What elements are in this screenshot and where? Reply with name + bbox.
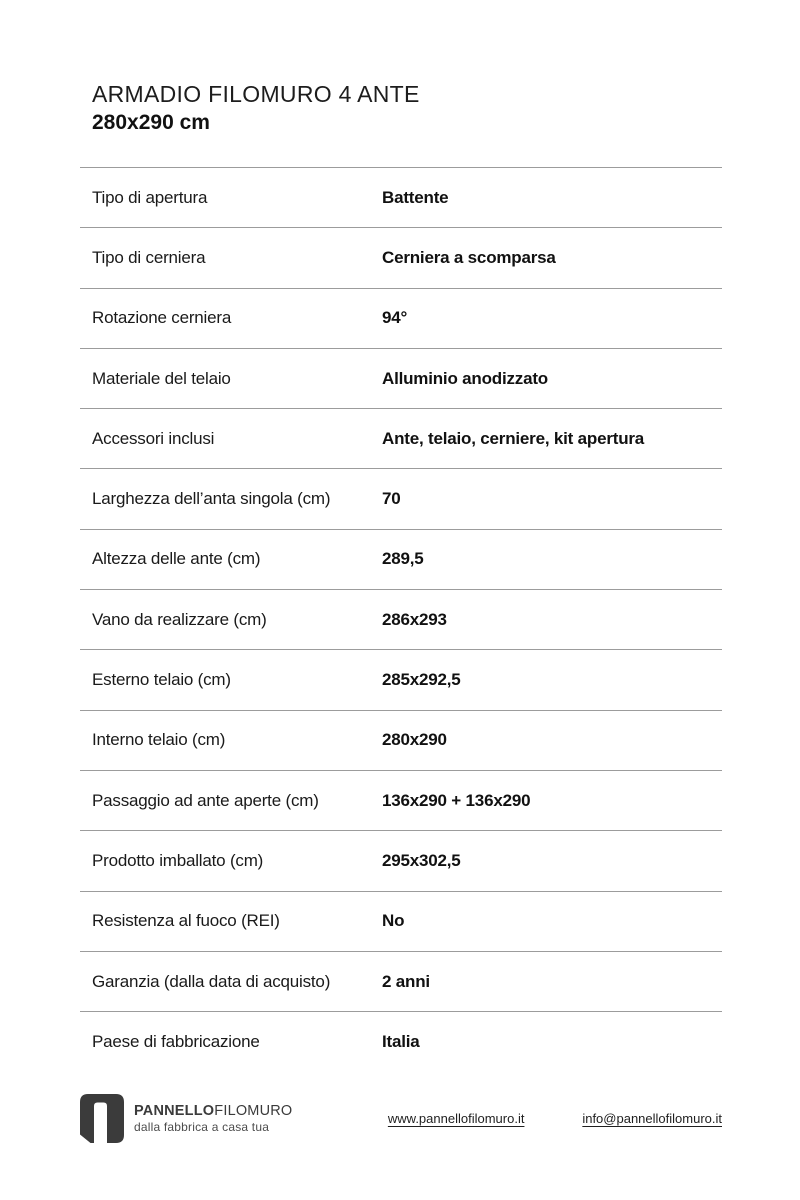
brand-tagline: dalla fabbrica a casa tua xyxy=(134,1119,270,1134)
spec-value: 295x302,5 xyxy=(382,850,461,870)
spec-label: Passaggio ad ante aperte (cm) xyxy=(92,790,319,810)
spec-label: Paese di fabbricazione xyxy=(92,1031,260,1051)
spec-value: No xyxy=(382,911,405,931)
spec-label: Accessori inclusi xyxy=(92,428,215,448)
spec-value: 136x290 + 136x290 xyxy=(382,790,531,810)
spec-label: Larghezza dell’anta singola (cm) xyxy=(92,489,331,509)
email-link[interactable]: info@pannellofilomuro.it xyxy=(582,1111,722,1127)
spec-value: Ante, telaio, cerniere, kit apertura xyxy=(382,428,645,448)
website-link[interactable]: www.pannellofilomuro.it xyxy=(387,1111,525,1127)
table-row xyxy=(80,167,722,227)
spec-value: Italia xyxy=(382,1031,420,1051)
spec-value: 94° xyxy=(382,308,408,328)
table-row xyxy=(80,830,722,890)
spec-table xyxy=(80,167,722,1071)
table-row xyxy=(80,891,722,951)
brand-name-regular: FILOMURO xyxy=(214,1102,293,1119)
spec-label: Esterno telaio (cm) xyxy=(92,670,231,690)
page-title: ARMADIO FILOMURO 4 ANTE xyxy=(92,81,420,107)
spec-value: 289,5 xyxy=(382,549,424,569)
table-row xyxy=(80,529,722,589)
spec-value: 70 xyxy=(382,489,401,509)
spec-value: 2 anni xyxy=(382,971,430,991)
spec-value: 285x292,5 xyxy=(382,670,461,690)
spec-value: 280x290 xyxy=(382,730,447,750)
spec-label: Vano da realizzare (cm) xyxy=(92,609,267,629)
spec-label: Tipo di apertura xyxy=(92,187,208,207)
spec-value: Cerniera a scomparsa xyxy=(382,247,556,267)
spec-label: Prodotto imballato (cm) xyxy=(92,850,264,870)
table-row xyxy=(80,468,722,528)
table-row xyxy=(80,951,722,1011)
footer xyxy=(80,1094,722,1143)
table-row xyxy=(80,227,722,287)
table-row xyxy=(80,589,722,649)
spec-value: Battente xyxy=(382,187,449,207)
spec-label: Altezza delle ante (cm) xyxy=(92,549,261,569)
table-row xyxy=(80,408,722,468)
spec-label: Rotazione cerniera xyxy=(92,308,232,328)
spec-label: Materiale del telaio xyxy=(92,368,231,388)
door-frame-icon xyxy=(80,1094,124,1143)
page-subtitle: 280x290 cm xyxy=(92,111,210,134)
table-row xyxy=(80,710,722,770)
brand-logo xyxy=(80,1094,330,1143)
header xyxy=(92,80,722,136)
spec-value: Alluminio anodizzato xyxy=(382,368,548,388)
table-row xyxy=(80,1011,722,1071)
table-row xyxy=(80,288,722,348)
spec-label: Tipo di cerniera xyxy=(92,247,206,267)
brand-text xyxy=(134,1103,292,1135)
spec-value: 286x293 xyxy=(382,609,447,629)
brand-name xyxy=(134,1103,292,1120)
table-row xyxy=(80,770,722,830)
spec-label: Resistenza al fuoco (REI) xyxy=(92,911,280,931)
spec-label: Garanzia (dalla data di acquisto) xyxy=(92,971,331,991)
table-row xyxy=(80,348,722,408)
table-row xyxy=(80,649,722,709)
brand-name-bold: PANNELLO xyxy=(134,1102,215,1119)
spec-label: Interno telaio (cm) xyxy=(92,730,226,750)
